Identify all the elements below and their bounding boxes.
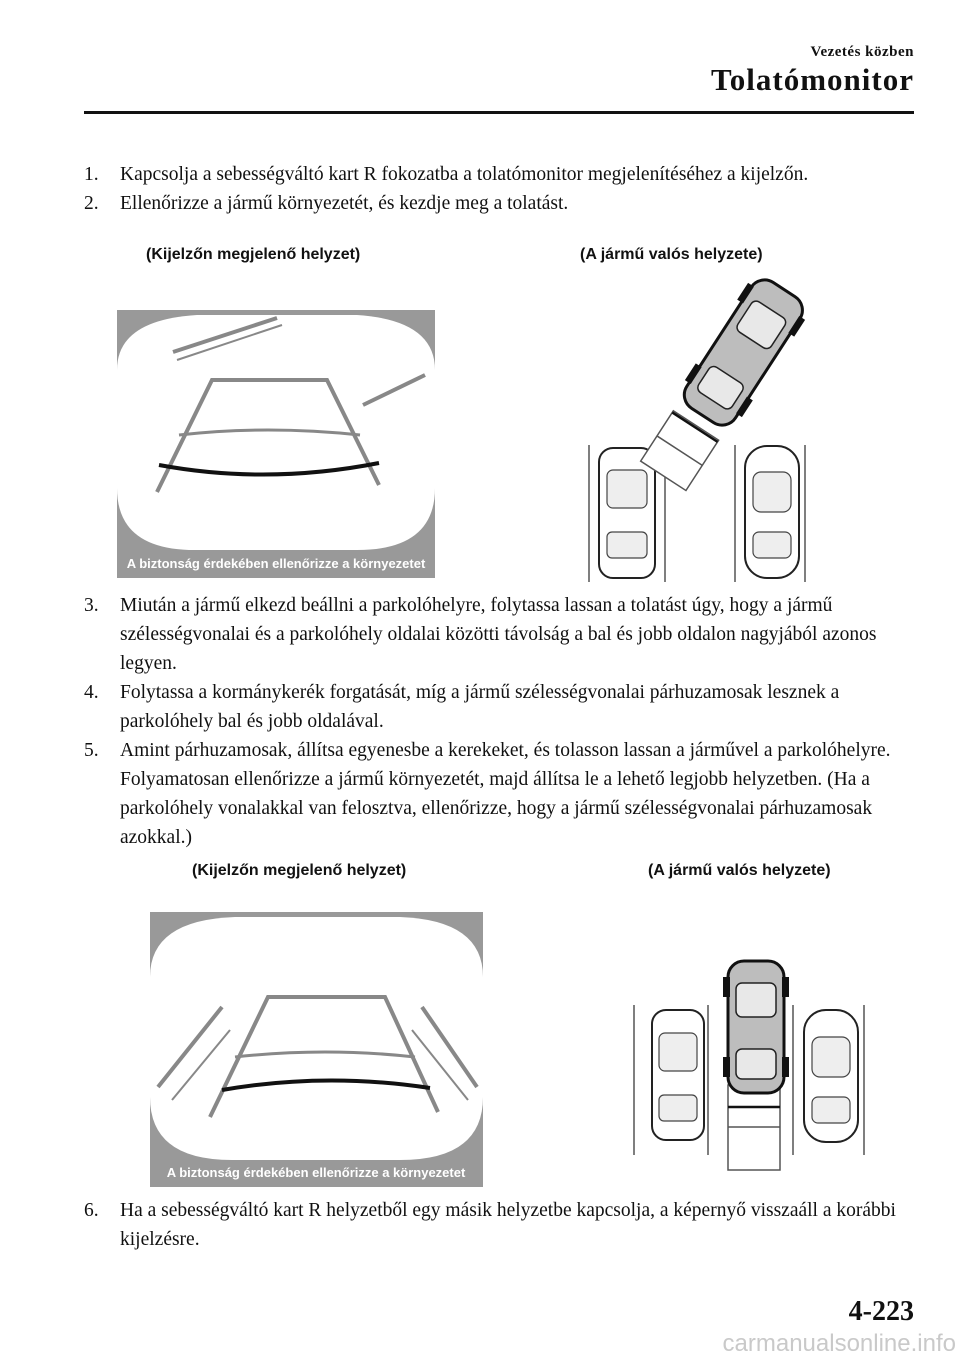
figure1-caption-display: (Kijelzőn megjelenő helyzet) [146, 246, 361, 263]
step-number: 3. [84, 595, 99, 616]
figure1-actual-diagram [585, 270, 820, 585]
page-number: 4-223 [848, 1296, 914, 1327]
step-text: Amint párhuzamosak, állítsa egyenesbe a kerekeket, és tolasson lassan a járművel a parkolóhelyre. Folyamatosan ellenőrizze a jármű környezetét, majd állítsa le a lehető legjobb helyzetben. (Ha a parkolóhely vonalakkal van felosztva, ellenőrizze, hogy a jármű szélességvonalai párhuzamosak azokkal.) [120, 740, 891, 848]
step-text: Kapcsolja a sebességváltó kart R fokozatba a tolatómonitor megjelenítéséhez a kijelzőn. [120, 164, 809, 185]
list-item [84, 591, 914, 678]
list-item [84, 1196, 914, 1254]
header-rule [84, 111, 914, 114]
figure2-actual-diagram [628, 955, 868, 1175]
figure2-warning-text: A biztonság érdekében ellenőrizze a környezetet [166, 1165, 466, 1180]
list-item [84, 160, 914, 189]
step-number: 6. [84, 1200, 99, 1221]
section-label: Vezetés közben [810, 44, 914, 60]
step-text: Miután a jármű elkezd beállni a parkolóhelyre, folytassa lassan a tolatást úgy, hogy a jármű szélességvonalai és a parkolóhely oldalai közötti távolság a bal és jobb oldalon nagyjából azonos legyen. [120, 595, 877, 674]
figure1-caption-actual: (A jármű valós helyzete) [580, 246, 763, 263]
step-number: 4. [84, 682, 99, 703]
step-text: Folytassa a kormánykerék forgatását, míg a jármű szélességvonalai párhuzamosak lesznek a parkolóhely bal és jobb oldalával. [120, 682, 840, 732]
page-title: Tolatómonitor [710, 62, 914, 97]
figure1-warning-text: A biztonság érdekében ellenőrizze a környezetet [126, 556, 426, 571]
list-item [84, 189, 914, 218]
steps-middle-list [84, 591, 914, 852]
step-text: Ellenőrizze a jármű környezetét, és kezdje meg a tolatást. [120, 193, 569, 214]
steps-bottom-list [84, 1196, 914, 1254]
list-item [84, 678, 914, 736]
figure2-monitor-display [150, 912, 483, 1187]
step-number: 5. [84, 740, 99, 761]
step-number: 1. [84, 164, 99, 185]
figure1-monitor-display [117, 310, 435, 578]
list-item [84, 736, 914, 852]
figure2-caption-actual: (A jármű valós helyzete) [648, 862, 831, 879]
step-number: 2. [84, 193, 99, 214]
steps-top-list [84, 160, 914, 218]
figure2-caption-display: (Kijelzőn megjelenő helyzet) [192, 862, 407, 879]
step-text: Ha a sebességváltó kart R helyzetből egy másik helyzetbe kapcsolja, a képernyő visszaáll a korábbi kijelzésre. [120, 1200, 896, 1250]
watermark: carmanualsonline.info [722, 1330, 956, 1357]
